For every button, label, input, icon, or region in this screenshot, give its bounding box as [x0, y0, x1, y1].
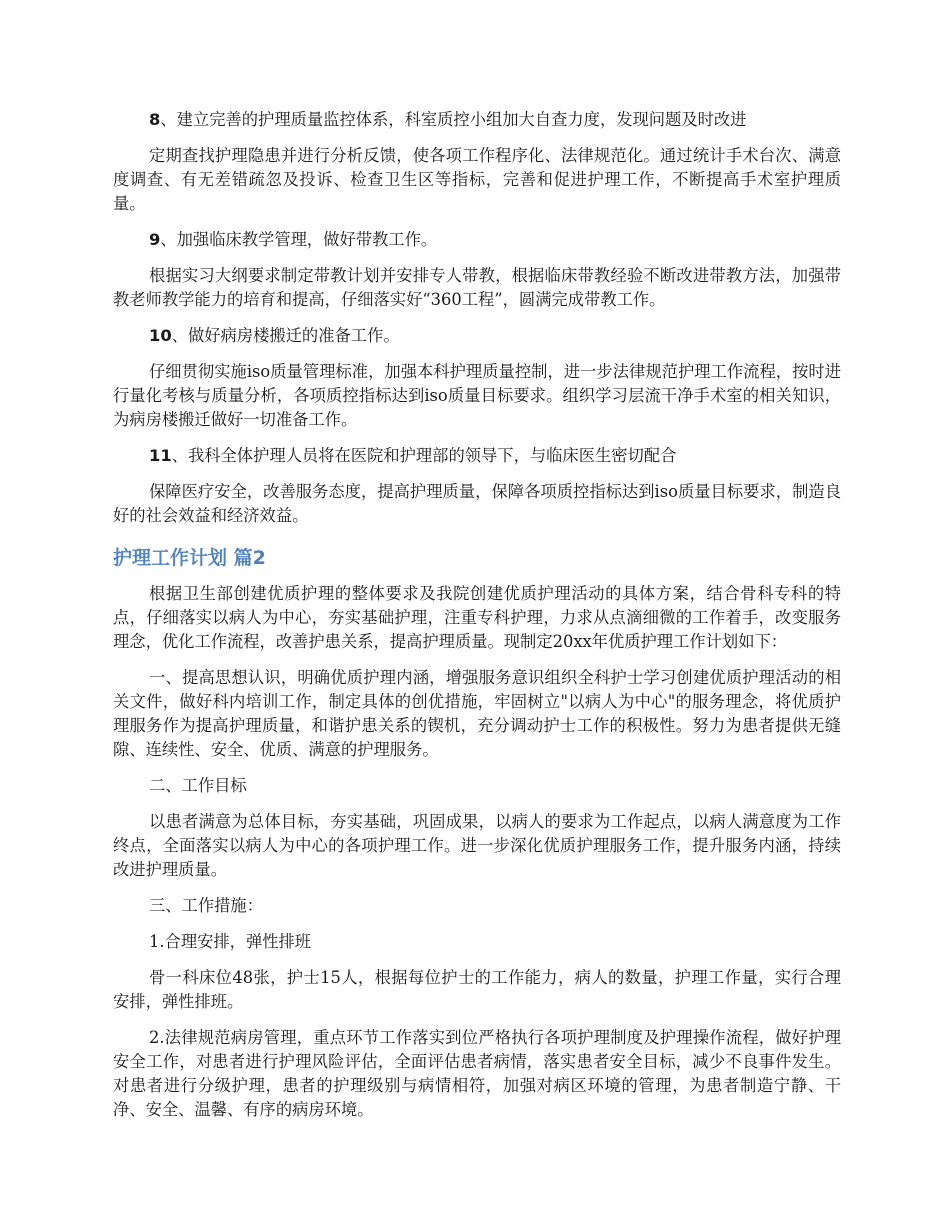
item-10-body: 仔细贯彻实施iso质量管理标准，加强本科护理质量控制，进一步法律规范护理工作流程，按时进行量化考核与质量分析，各项质控指标达到iso质量目标要求。组织学习层流干净手术室的相关知识，为病房楼搬迁做好一切准备工作。 — [113, 362, 841, 429]
item-heading-text: 、我科全体护理人员将在医院和护理部的领导下，与临床医生密切配合 — [171, 446, 677, 465]
section-2-measure-1-title: 1.合理安排，弹性排班 — [149, 932, 312, 951]
document-page — [113, 108, 841, 1122]
item-heading-text: 、加强临床教学管理，做好带教工作。 — [160, 230, 438, 249]
section-2-heading-measures: 三、工作措施： — [149, 896, 263, 915]
section-2-title: 护理工作计划 篇2 — [113, 547, 266, 569]
item-heading-text: 、做好病房楼搬迁的准备工作。 — [171, 326, 400, 345]
section-2-measure-2: 2.法律规范病房管理，重点环节工作落实到位严格执行各项护理制度及护理操作流程，做好护理安全工作，对患者进行护理风险评估，全面评估患者病情，落实患者安全目标，减少不良事件发生。对患者进行分级护理，患者的护理级别与病情相符，加强对病区环境的管理，为患者制造宁静、干净、安全、温馨、有序的病房环境。 — [113, 1028, 841, 1119]
item-8-body: 定期查找护理隐患并进行分析反馈，使各项工作程序化、法律规范化。通过统计手术台次、满意度调查、有无差错疏忽及投诉、检查卫生区等指标，完善和促进护理工作，不断提高手术室护理质量。 — [113, 146, 841, 213]
section-2-intro: 根据卫生部创建优质护理的整体要求及我院创建优质护理活动的具体方案，结合骨科专科的特点，仔细落实以病人为中心，夯实基础护理，注重专科护理，力求从点滴细微的工作着手，改变服务理念，优化工作流程，改善护患关系，提高护理质量。现制定20xx年优质护理工作计划如下： — [113, 584, 841, 651]
item-number: 9 — [149, 230, 161, 249]
item-number: 8 — [149, 110, 161, 129]
section-2-heading-goals: 二、工作目标 — [149, 776, 247, 795]
item-10-heading — [113, 324, 841, 348]
item-11-heading — [113, 444, 841, 468]
item-8-heading — [113, 108, 841, 132]
item-heading-text: 、建立完善的护理质量监控体系，科室质控小组加大自查力度，发现问题及时改进 — [160, 110, 747, 129]
section-2-measure-1-body: 骨一科床位48张，护士15人，根据每位护士的工作能力，病人的数量，护理工作量，实行合理安排，弹性排班。 — [113, 968, 841, 1011]
section-2-goals-body: 以患者满意为总体目标，夯实基础，巩固成果，以病人的要求为工作起点，以病人满意度为工作终点，全面落实以病人为中心的各项护理工作。进一步深化优质护理服务工作，提升服务内涵，持续改进护理质量。 — [113, 812, 841, 879]
item-number: 10 — [149, 326, 172, 345]
item-11-body: 保障医疗安全，改善服务态度，提高护理质量，保障各项质控指标达到iso质量目标要求，制造良好的社会效益和经济效益。 — [113, 482, 841, 525]
section-2-point-1: 一、提高思想认识，明确优质护理内涵，增强服务意识组织全科护士学习创建优质护理活动的相关文件，做好科内培训工作，制定具体的创优措施，牢固树立"以病人为中心"的服务理念，将优质护理服务作为提高护理质量，和谐护患关系的锲机，充分调动护士工作的积极性。努力为患者提供无缝隙、连续性、安全、优质、满意的护理服务。 — [113, 668, 841, 759]
item-9-body: 根据实习大纲要求制定带教计划并安排专人带教，根据临床带教经验不断改进带教方法，加强带教老师教学能力的培育和提高，仔细落实好“360工程”，圆满完成带教工作。 — [113, 266, 841, 309]
item-number: 11 — [149, 446, 172, 465]
item-9-heading — [113, 228, 841, 252]
